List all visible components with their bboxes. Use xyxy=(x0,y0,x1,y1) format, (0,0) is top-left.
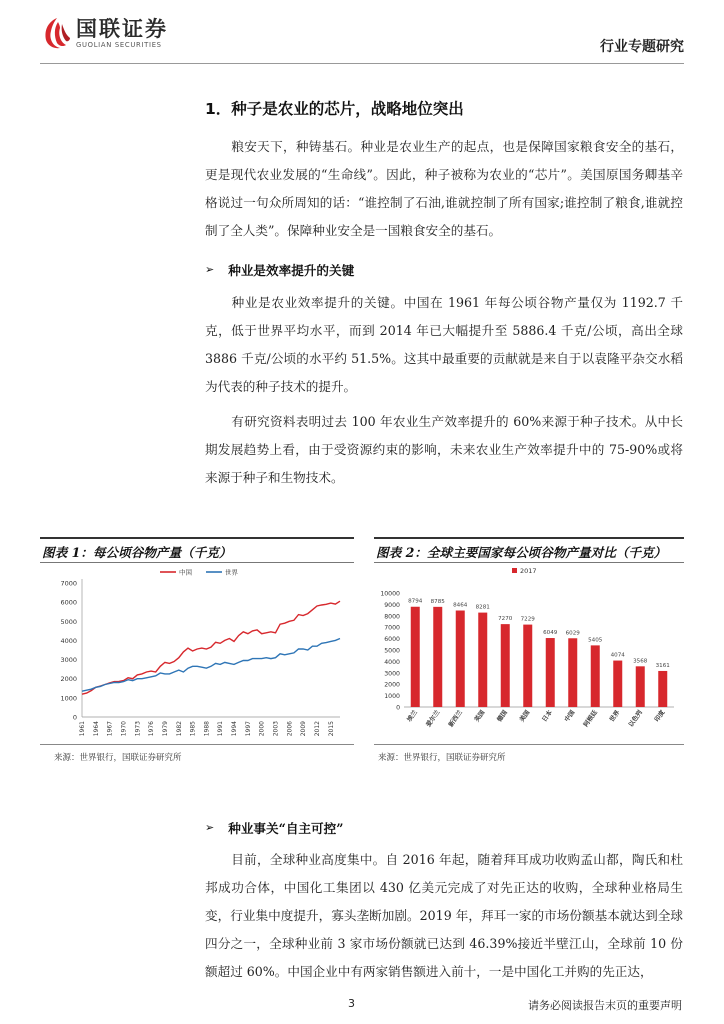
y-tick-label: 9000 xyxy=(384,601,400,609)
y-tick-label: 2000 xyxy=(60,675,77,684)
paragraph-1 xyxy=(205,133,683,245)
x-tick-label: 埃兰 xyxy=(406,709,419,724)
x-tick-label: 2009 xyxy=(300,721,308,737)
bullet-heading-1-text: 种业是效率提升的关键 xyxy=(228,263,355,278)
paragraph-2-text: 种业是农业效率提升的关键。中国在 1961 年每公顷谷物产量仅为 1192.7 千克，低于世界平均水平，而到 2014 年已大幅提升至 5886.4 千克/公顷，高出全球 3886 千克/公顷的水平约 51.5%。这其中最重要的贡献就是来自于以袁隆平杂交水稻为代表的种子技术的提升。 xyxy=(205,295,683,394)
paragraph-4 xyxy=(205,846,683,986)
paragraph-4-text: 目前，全球种业高度集中。自 2016 年起，随着拜耳成功收购孟山都，陶氏和杜邦成功合体，中国化工集团以 430 亿美元完成了对先正达的收购，全球种业格局生变，行业集中度提升，寡头垄断加剧。2019 年，拜耳一家的市场份额基本就达到全球四分之一，全球种业前 3 家市场份额就已达到 46.39%接近半壁江山，全球前 10 份额超过 60%。中国企业中有两家销售额进入前十，一是中国化工并购的先正达， xyxy=(205,852,683,979)
x-tick-label: 1967 xyxy=(106,721,114,737)
bullet-heading-2 xyxy=(205,818,343,837)
data-label: 8464 xyxy=(453,602,468,609)
x-tick-label: 美国 xyxy=(518,709,532,724)
report-type: 行业专题研究 xyxy=(600,39,684,55)
bar-12 xyxy=(658,671,667,707)
x-tick-label: 日本 xyxy=(541,709,554,724)
y-tick-label: 6000 xyxy=(60,598,77,607)
legend-label: 中国 xyxy=(179,568,192,577)
x-tick-label: 1994 xyxy=(231,721,239,737)
data-label: 7270 xyxy=(498,616,513,623)
bullet-heading-1 xyxy=(205,260,354,279)
x-tick-label: 1988 xyxy=(203,721,211,737)
paragraph-1-text: 粮安天下，种铸基石。种业是农业生产的起点，也是保障国家粮食安全的基石，更是现代农业发展的“生命线”。因此，种子被称为农业的“芯片”。美国原国务卿基辛格说过一句众所周知的话：“谁控制了石油,谁就控制了所有国家;谁控制了粮食,谁就控制了全人类”。保障种业安全是一国粮食安全的基石。 xyxy=(205,139,683,238)
y-tick-label: 3000 xyxy=(384,670,400,678)
bar-1 xyxy=(411,607,420,707)
bar-2 xyxy=(433,607,442,707)
legend-swatch xyxy=(512,568,517,573)
x-tick-label: 1964 xyxy=(92,721,100,737)
y-tick-label: 3000 xyxy=(60,656,77,665)
paragraph-3 xyxy=(205,408,683,492)
bar-6 xyxy=(523,625,532,707)
bar-5 xyxy=(501,624,510,707)
page-number: 3 xyxy=(348,997,355,1010)
paragraph-3-text: 有研究资料表明过去 100 年农业生产效率提升的 60%来源于种子技术。从中长期发展趋势上看，由于受资源约束的影响，未来农业生产效率提升中的 75-90%或将来源于种子和生物技术。 xyxy=(205,414,683,485)
x-tick-label: 爱尔兰 xyxy=(425,709,442,729)
bar-chart xyxy=(374,565,684,745)
x-tick-label: 1982 xyxy=(175,721,183,737)
y-tick-label: 7000 xyxy=(60,579,77,588)
line-chart xyxy=(40,565,354,745)
data-label: 8281 xyxy=(475,604,490,611)
data-label: 4074 xyxy=(610,652,625,659)
x-tick-label: 1979 xyxy=(161,721,169,737)
y-tick-label: 4000 xyxy=(384,658,400,666)
page-header xyxy=(40,14,684,64)
bar-11 xyxy=(636,666,645,707)
y-tick-label: 1000 xyxy=(60,694,77,703)
y-tick-label: 7000 xyxy=(384,624,400,632)
x-tick-label: 新西兰 xyxy=(447,709,464,729)
arrow-bullet-icon: ➢ xyxy=(205,821,215,834)
y-tick-label: 0 xyxy=(396,704,400,712)
logo-chinese-name: 国联证券 xyxy=(76,17,168,41)
x-tick-label: 印度 xyxy=(653,709,667,724)
data-label: 8794 xyxy=(408,598,423,605)
x-tick-label: 2003 xyxy=(272,721,280,737)
y-tick-label: 5000 xyxy=(384,647,400,655)
x-tick-label: 1970 xyxy=(120,721,128,737)
figure-2 xyxy=(374,537,684,767)
x-tick-label: 1997 xyxy=(244,721,252,737)
x-tick-label: 2012 xyxy=(313,721,321,737)
data-label: 7229 xyxy=(520,616,535,623)
bar-3 xyxy=(456,611,465,707)
x-tick-label: 阿根廷 xyxy=(582,709,599,729)
series-line-china xyxy=(82,601,340,694)
footer-disclaimer: 请务必阅读报告末页的重要声明 xyxy=(528,999,682,1012)
logo-english-name: GUOLIAN SECURITIES xyxy=(76,41,162,49)
bar-7 xyxy=(546,638,555,707)
figure-2-title: 图表 2：全球主要国家每公顷谷物产量对比（千克） xyxy=(374,537,684,563)
figure-1-source: 来源：世界银行，国联证券研究所 xyxy=(54,753,182,763)
figure-2-divider xyxy=(374,744,684,745)
company-logo xyxy=(42,16,168,50)
y-tick-label: 2000 xyxy=(384,681,400,689)
x-tick-label: 英国 xyxy=(473,709,487,724)
data-label: 5405 xyxy=(588,637,603,644)
data-label: 6029 xyxy=(565,630,580,637)
guolian-logo-icon xyxy=(42,16,72,50)
x-tick-label: 1976 xyxy=(148,721,156,737)
x-tick-label: 中国 xyxy=(563,709,577,724)
x-tick-label: 1985 xyxy=(189,721,197,737)
data-label: 3568 xyxy=(633,658,648,665)
y-tick-label: 0 xyxy=(72,713,77,722)
y-tick-label: 8000 xyxy=(384,613,400,621)
x-tick-label: 1991 xyxy=(217,721,225,737)
data-label: 8785 xyxy=(430,598,445,605)
legend-label: 世界 xyxy=(225,568,238,577)
data-label: 6049 xyxy=(543,630,558,637)
y-tick-label: 4000 xyxy=(60,636,77,645)
y-tick-label: 5000 xyxy=(60,617,77,626)
x-tick-label: 2015 xyxy=(327,721,335,737)
figure-2-source: 来源：世界银行，国联证券研究所 xyxy=(378,753,506,763)
figure-1-title: 图表 1：每公顷谷物产量（千克） xyxy=(40,537,354,563)
figure-1 xyxy=(40,537,354,767)
section-title: 1．种子是农业的芯片，战略地位突出 xyxy=(205,100,464,118)
x-tick-label: 1973 xyxy=(134,721,142,737)
bar-9 xyxy=(591,645,600,707)
y-tick-label: 10000 xyxy=(380,590,400,598)
x-tick-label: 世界 xyxy=(608,709,622,724)
bar-4 xyxy=(478,613,487,707)
figure-1-divider xyxy=(40,744,354,745)
x-tick-label: 2006 xyxy=(286,721,294,737)
x-tick-label: 以色列 xyxy=(627,709,644,729)
bullet-heading-2-text: 种业事关“自主可控” xyxy=(228,821,344,836)
arrow-bullet-icon: ➢ xyxy=(205,263,215,276)
bar-8 xyxy=(568,638,577,707)
x-tick-label: 1961 xyxy=(79,721,86,737)
y-tick-label: 1000 xyxy=(384,693,400,701)
paragraph-2 xyxy=(205,289,683,401)
data-label: 3161 xyxy=(655,662,670,669)
y-tick-label: 6000 xyxy=(384,636,400,644)
x-tick-label: 2000 xyxy=(258,721,266,737)
x-tick-label: 德国 xyxy=(496,709,509,724)
legend-label: 2017 xyxy=(520,567,537,575)
bar-10 xyxy=(613,661,622,707)
